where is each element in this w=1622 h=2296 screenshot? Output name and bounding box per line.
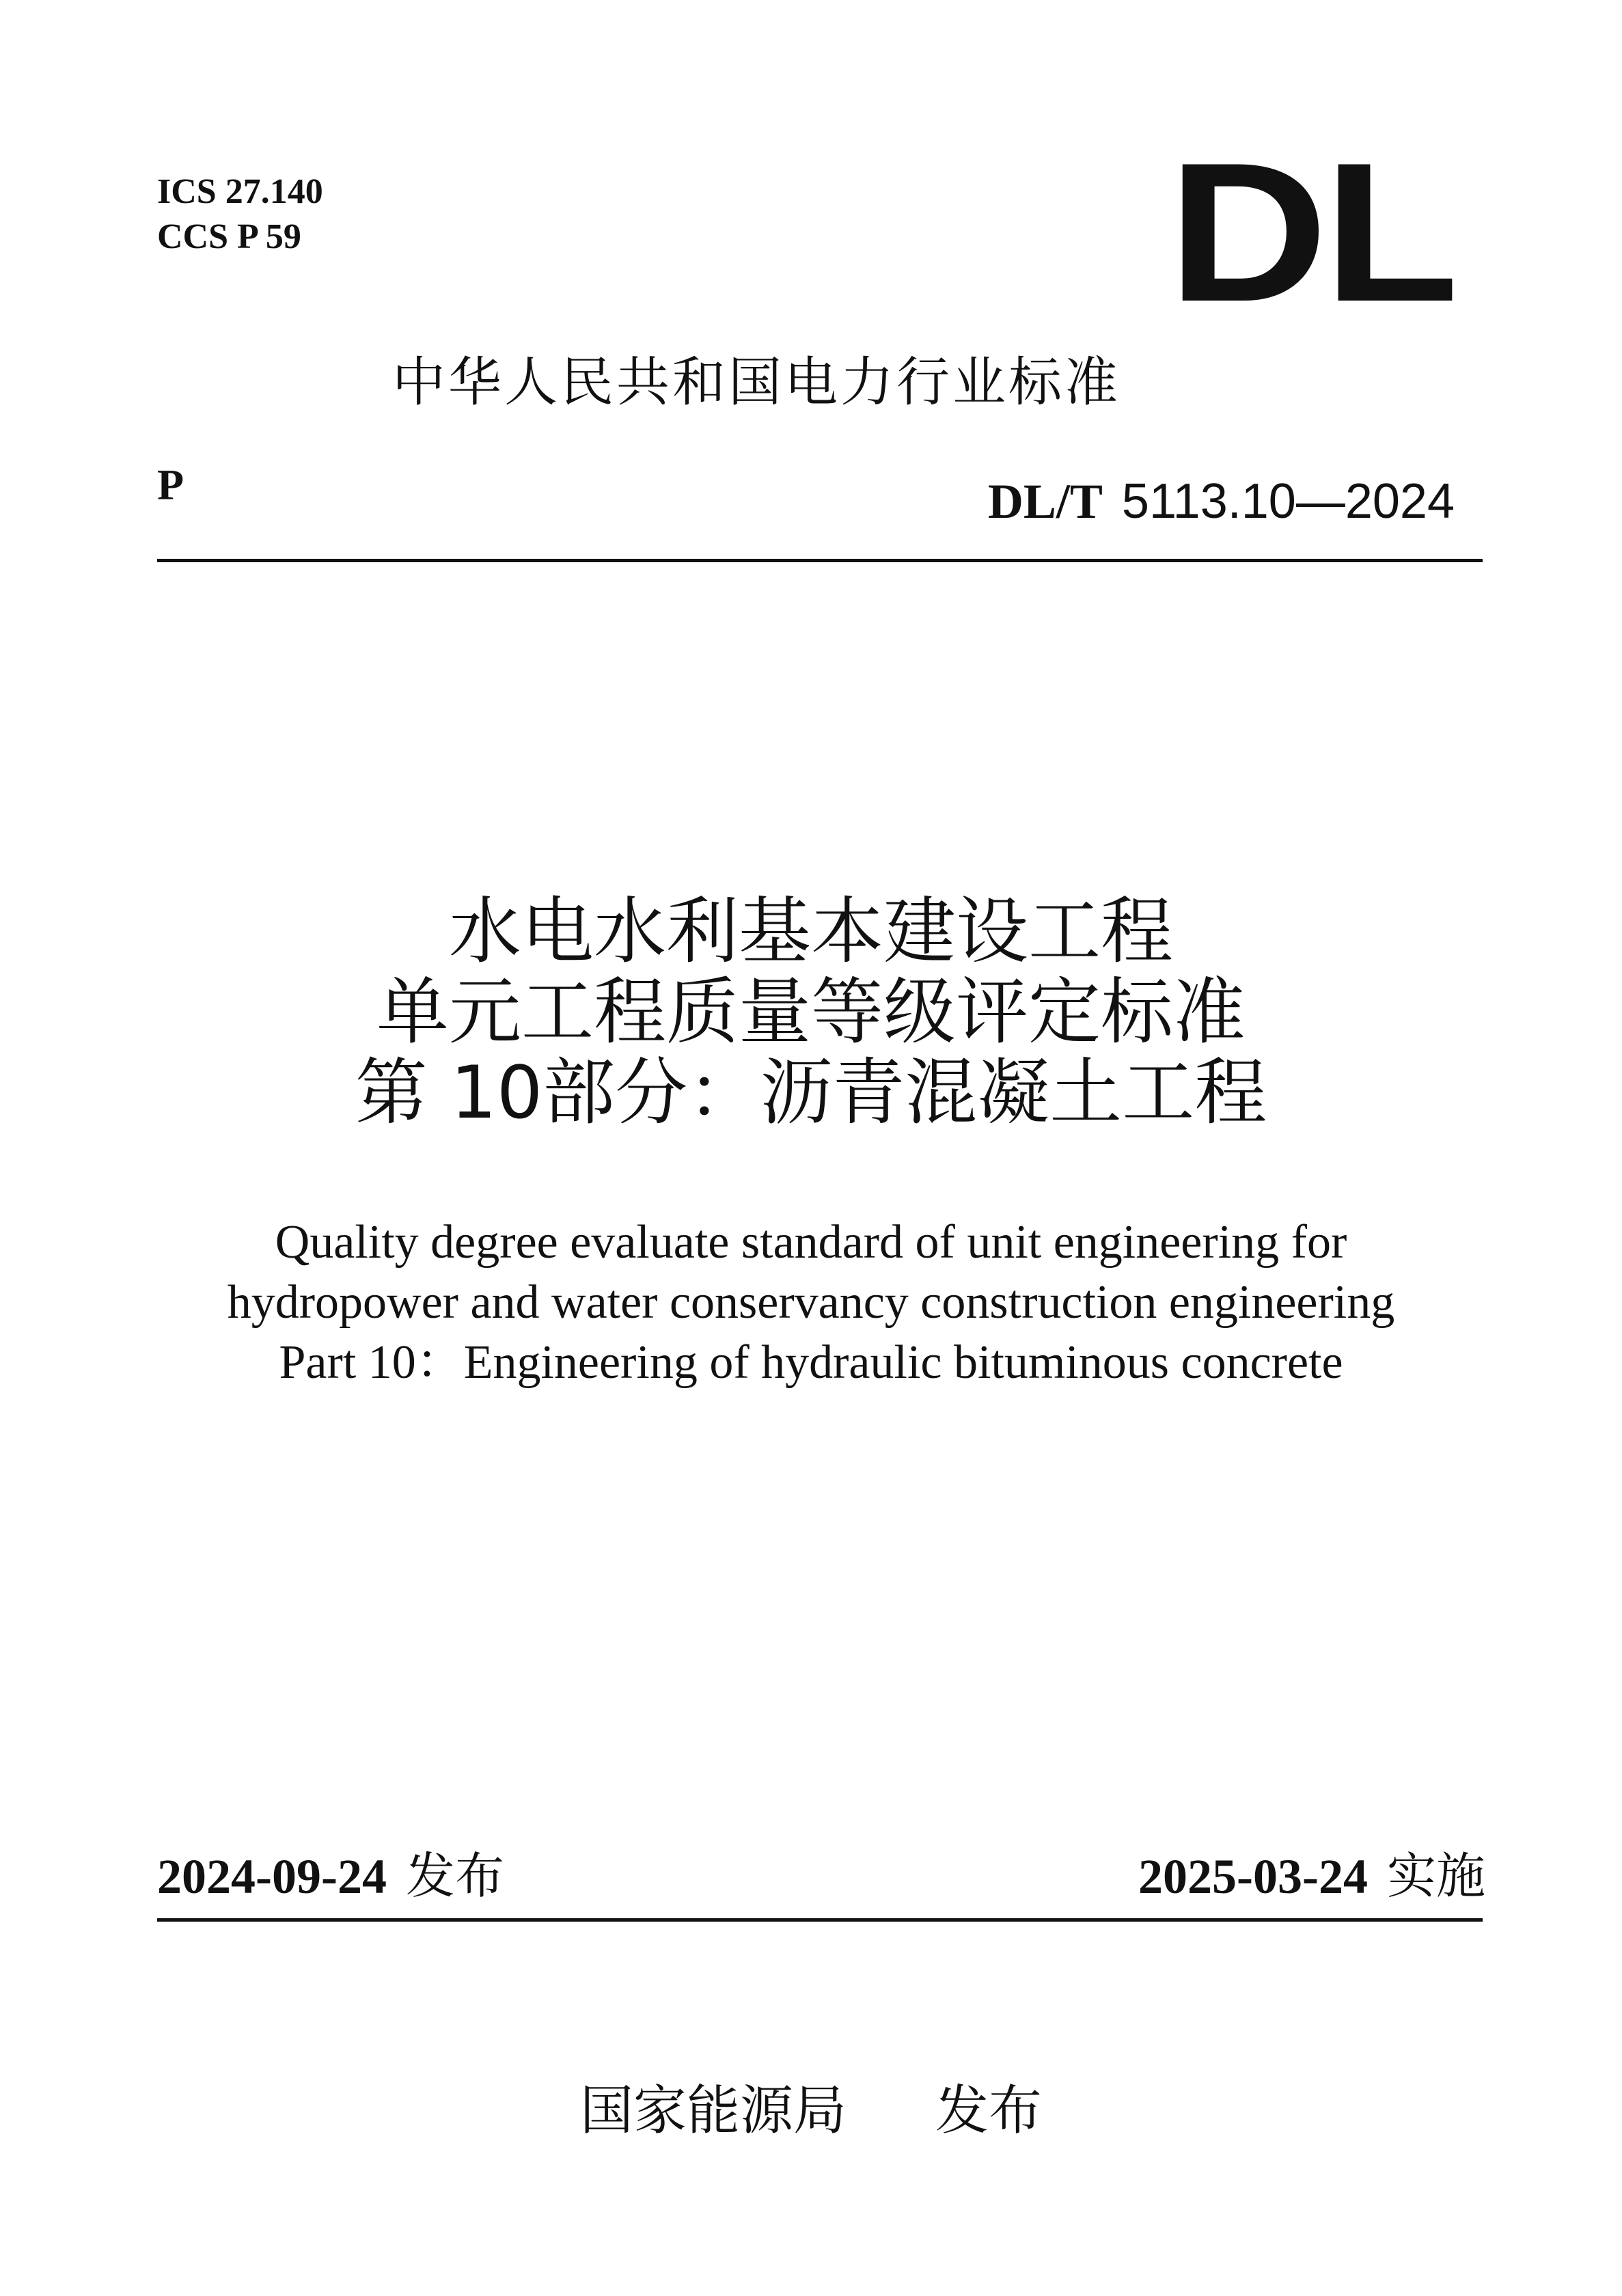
chinese-title-line: 第 10部分：沥青混凝土工程 — [355, 1051, 1267, 1135]
standard-number-prefix: DL/T — [987, 474, 1103, 529]
issue-date: 2024-09-24 — [157, 1849, 387, 1904]
category-letter: P — [157, 460, 184, 509]
effective-label: 实施 — [1386, 1847, 1485, 1905]
english-title-line: hydropower and water conservancy construction engineering — [227, 1276, 1395, 1329]
classification-codes — [157, 169, 323, 260]
bottom-divider — [157, 1918, 1483, 1922]
english-title-line: Part 10：Engineering of hydraulic bituminous concrete — [279, 1336, 1343, 1389]
chinese-title — [0, 891, 1622, 1133]
industry-standard-title: 中华人民共和国电力行业标准 — [391, 352, 1121, 413]
chinese-title-line: 单元工程质量等级评定标准 — [376, 970, 1246, 1054]
issue-date-block — [157, 1844, 504, 1908]
standard-mark-logo: DL — [1168, 122, 1455, 343]
effective-date: 2025-03-24 — [1138, 1849, 1368, 1904]
publisher-action: 发布 — [935, 2080, 1043, 2142]
standard-number — [988, 470, 1455, 532]
publisher-line — [0, 2077, 1622, 2145]
effective-date-block — [1138, 1844, 1485, 1908]
chinese-title-line: 水电水利基本建设工程 — [449, 889, 1173, 973]
ics-code: ICS 27.140 — [157, 172, 323, 211]
english-title — [0, 1213, 1622, 1393]
ccs-code: CCS P 59 — [157, 217, 301, 256]
top-divider — [157, 559, 1483, 562]
standard-number-value: 5113.10—2024 — [1121, 474, 1455, 529]
issue-label: 发布 — [405, 1847, 504, 1905]
english-title-line: Quality degree evaluate standard of unit engineering for — [275, 1216, 1347, 1269]
publisher-name: 国家能源局 — [579, 2080, 847, 2142]
